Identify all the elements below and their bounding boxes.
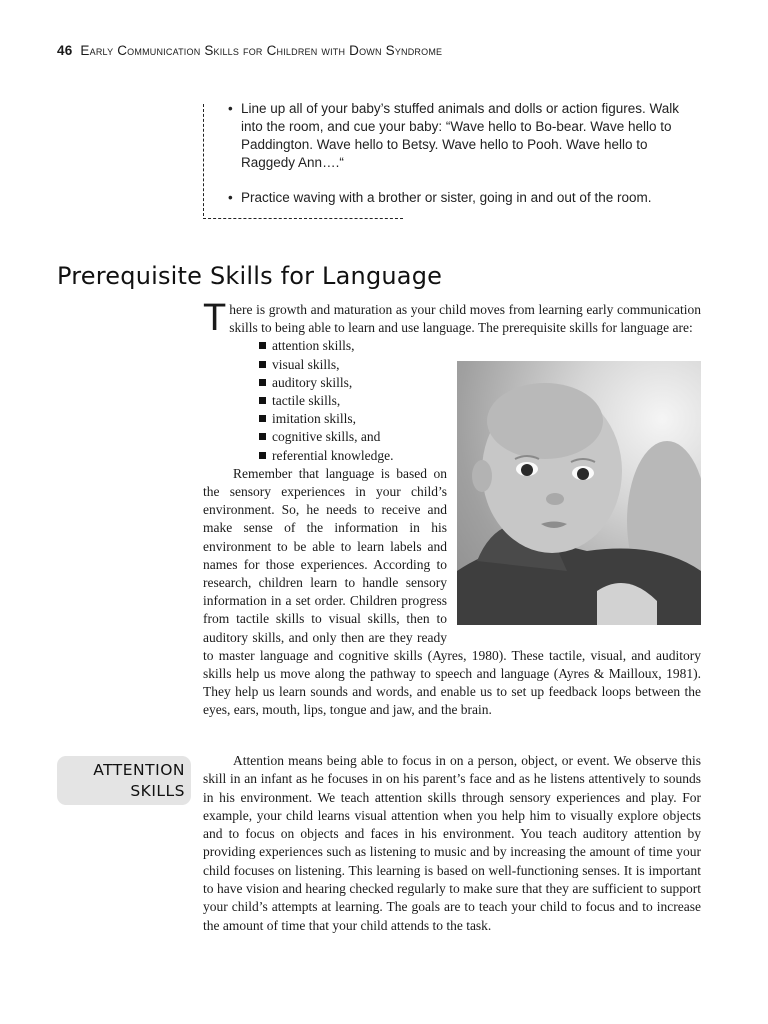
attention-paragraph: Attention means being able to focus in on a person, object, or event. We observe this skill in an infant as he focuses in on his parent’s face and as he listens attentively to sounds in his environment. We teach attention skills through sensory experiences and play. For example, your child learns visual attention when you help him to visually explore objects and to focus on objects and faces in his environment. You teach auditory attention by providing experiences such as listening to music and by increasing the amount of time your child focuses on listening. This learning is based on well-functioning senses. It is important to have vision and hearing checked regularly to make sure that they are sufficient to support your child’s attempts at learning. The goals are to teach your child to focus and to increase the amount of time that your child attends to the task. [203,753,701,933]
running-header [57,43,442,58]
tip-box-bottom-border [203,218,403,219]
intro-paragraph [203,297,701,339]
skill-item: tactile skills, [259,392,701,410]
skill-item: cognitive skills, and [259,428,701,446]
body-paragraph: Remember that language is based on the sensory experiences in your child’s environment. So, he needs to receive and make sense of the information in his environment to be able to learn labels and names for those experiences. According to research, children learn to handle sensory information in a set order. Children progress from tactile skills to visual skills, then to auditory skills, and only then are they ready to master language and cognitive skills (Ayres, 1980). These tactile, visual, and auditory skills help us move along the pathway to speech and language (Ayres & Mailloux, 1981). They help us learn sounds and words, and enable us to set up feedback loops between the eyes, ears, mouth, lips, tongue and jaw, and the brain. [203,465,701,718]
drop-cap: T [203,297,227,339]
intro-text: here is growth and maturation as your child moves from learning early communication skills to being able to learn and use language. The prerequisite skills for language are: [229,302,701,336]
tip-item: • Practice waving with a brother or sister, going in and out of the room. [225,189,683,207]
page-number: 46 [57,43,73,58]
section-body [203,297,701,720]
prerequisite-skills-list [203,337,701,464]
skill-item: attention skills, [259,337,701,355]
skill-item: auditory skills, [259,374,701,392]
tip-box-left-border [203,104,204,216]
section-heading: Prerequisite Skills for Language [57,262,443,290]
attention-skills-label [57,756,191,805]
label-line: ATTENTION [93,761,185,779]
label-line: SKILLS [130,782,185,800]
tip-list [203,100,683,207]
skill-item: referential knowledge. [259,447,701,465]
skill-item: imitation skills, [259,410,701,428]
skill-item: visual skills, [259,356,701,374]
tip-item: • Line up all of your baby’s stuffed animals and dolls or action figures. Walk into the room, and cue your baby: “Wave hello to Bo-bear. Wave hello to Paddington. Wave hello to Betsy. Wave hello to Pooh. Wave hello to Raggedy Ann….“ [225,100,683,172]
tip-box [203,100,683,224]
running-title: Early Communication Skills for Children with Down Syndrome [80,43,443,58]
